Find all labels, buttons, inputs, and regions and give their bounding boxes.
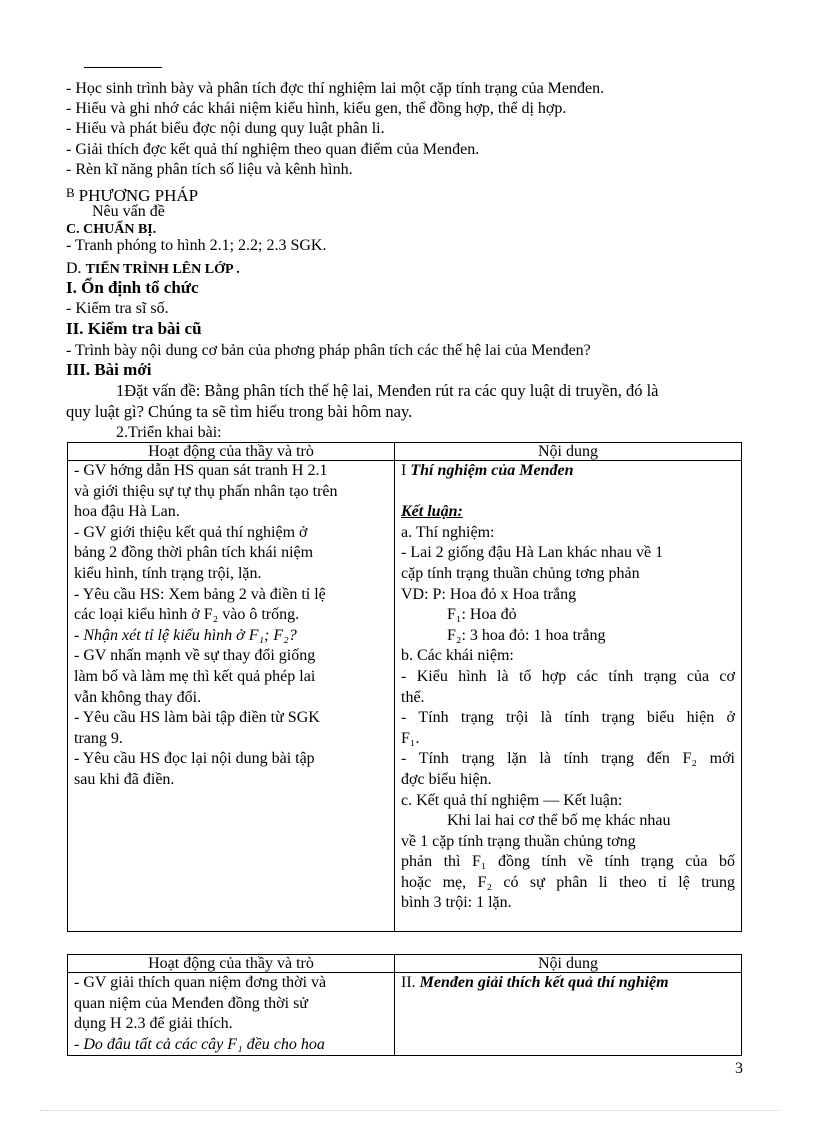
objective-4: - Giải thích đợc kết quả thí nghiệm theo quan điểm của Menđen.: [66, 141, 480, 158]
lesson-table-1: [67, 442, 742, 932]
table1-left-line: và giới thiệu sự tự thụ phấn nhân tạo trên: [74, 482, 338, 500]
table1-left-line: vẫn không thay đổi.: [74, 688, 202, 706]
top-rule: [84, 67, 162, 68]
table1-spacer: [401, 482, 735, 503]
part-1-title: I. Ổn định tổ chức: [66, 278, 199, 297]
table1-left-line: kiểu hình, tính trạng trội, lặn.: [74, 564, 262, 582]
table2-header-right: Nội dung: [395, 955, 742, 973]
table1-right-line: về 1 cặp tính trạng thuần chủng tơng: [401, 832, 636, 850]
section-c-content: - Tranh phóng to hình 2.1; 2.2; 2.3 SGK.: [66, 237, 327, 254]
table1-right-line: - Kiểu hình là tổ hợp các tính trạng của cơ: [401, 667, 735, 685]
table1-right-line: a. Thí nghiệm:: [401, 523, 495, 541]
table1-header-right: Nội dung: [395, 443, 742, 461]
objective-3: - Hiểu và phát biểu đợc nội dung quy luật phân li.: [66, 120, 385, 137]
table1-right-line: Khi lai hai cơ thể bố mẹ khác nhau: [447, 812, 671, 830]
table1-right-line: thể.: [401, 688, 425, 706]
table1-right-line: bình 3 trội: 1 lặn.: [401, 894, 512, 912]
part-1-content: - Kiểm tra sĩ số.: [66, 300, 169, 317]
section-b-title: PHƯƠNG PHÁP: [78, 186, 199, 205]
table1-right-line: b. Các khái niệm:: [401, 647, 514, 665]
table1-right-title-text: Thí nghiệm của Menđen: [410, 462, 574, 479]
part-2-title: II. Kiểm tra bài cũ: [66, 319, 202, 338]
table1-left-line: hoa đậu Hà Lan.: [74, 503, 180, 521]
part-3-intro-line2: quy luật gì? Chúng ta sẽ tìm hiểu trong bài hôm nay.: [66, 402, 413, 421]
table1-left-line: - GV nhấn mạnh về sự thay đổi giống: [74, 647, 316, 665]
objective-2: - Hiểu và ghi nhớ các khái niệm kiểu hình, kiểu gen, thể đồng hợp, thể dị hợp.: [66, 100, 567, 117]
table1-left-line: - Yêu cầu HS đọc lại nội dung bài tập: [74, 750, 315, 768]
table1-left-line: bảng 2 đồng thời phân tích khái niệm: [74, 544, 314, 562]
table1-right-line: cặp tính trạng thuần chủng tơng phản: [401, 564, 640, 582]
footer-rule: [40, 1110, 780, 1111]
table2-right-title: II. Menđen giải thích kết quả thí nghiệm: [401, 974, 669, 991]
objective-1: - Học sinh trình bày và phân tích đợc thí nghiệm lai một cặp tính trạng của Menđen.: [66, 80, 605, 97]
table1-content: [395, 461, 742, 932]
table1-right-line: - Tính trạng trội là tính trạng biểu hiện ở: [401, 709, 735, 727]
section-d-heading: [66, 259, 240, 280]
part-2-content: - Trình bày nội dung cơ bản của phơng pháp phân tích các thế hệ lai của Menđen?: [66, 342, 591, 359]
table1-left-line: làm bố và làm mẹ thì kết quả phép lai: [74, 667, 316, 685]
table1-header-left: Hoạt động của thầy và trò: [68, 443, 395, 461]
table2-left-line: quan niệm của Menđen đồng thời sử: [74, 994, 308, 1012]
table1-left-line: - Nhận xét tỉ lệ kiểu hình ở F₁; F₂?: [74, 626, 297, 644]
section-c-title: C. CHUẨN BỊ.: [66, 222, 157, 237]
section-b-letter: B: [66, 185, 75, 200]
table2-left-line: - Do đâu tất cả các cây F₁ đều cho hoa: [74, 1035, 325, 1053]
part-3-title: III. Bài mới: [66, 360, 152, 379]
table1-left-line: - Yêu cầu HS làm bài tập điền từ SGK: [74, 709, 320, 727]
table1-right-line: phản thì F₁ đồng tính về tính trạng của bố: [401, 853, 735, 871]
table1-left-line: - GV hớng dẫn HS quan sát tranh H 2.1: [74, 462, 328, 479]
table1-left-line: trang 9.: [74, 729, 123, 747]
table1-right-line: hoặc mẹ, F₂ có sự phân li theo tỉ lệ trung: [401, 873, 735, 891]
objective-5: - Rèn kĩ năng phân tích số liệu và kênh hình.: [66, 161, 353, 178]
table1-activities: [68, 461, 395, 932]
table1-right-line: - Lai 2 giống đậu Hà Lan khác nhau về 1: [401, 544, 664, 562]
table1-left-line: các loại kiểu hình ở F₂ vào ô trống.: [74, 606, 300, 624]
table1-left-line: - GV giới thiệu kết quả thí nghiệm ở: [74, 523, 308, 541]
table1-left-line: sau khi đã điền.: [74, 770, 175, 788]
table1-right-line: F₁.: [401, 729, 420, 747]
table2-left-line: dụng H 2.3 để giải thích.: [74, 1015, 233, 1033]
table2-left-line: - GV giải thích quan niệm đơng thời và: [74, 974, 327, 991]
table2-header-left: Hoạt động của thầy và trò: [68, 955, 395, 973]
table1-left-line: - Yêu cầu HS: Xem bảng 2 và điền tỉ lệ: [74, 585, 326, 603]
table1-right-line: VD: P: Hoa đỏ x Hoa trắng: [401, 585, 577, 603]
section-d-title: TIẾN TRÌNH LÊN LỚP .: [85, 262, 240, 277]
table1-right-line: c. Kết quả thí nghiệm — Kết luận:: [401, 791, 623, 809]
section-d-prefix: D.: [66, 260, 86, 277]
part-3-intro-line1: 1Đặt vấn đề: Bằng phân tích thế hệ lai, Menđen rút ra các quy luật di truyền, đó là: [116, 381, 659, 400]
lesson-table-2: [67, 954, 742, 1056]
table2-right-title-text: Menđen giải thích kết quả thí nghiệm: [419, 974, 669, 991]
part-3-deploy: 2.Triển khai bài:: [116, 424, 222, 441]
table1-conclusion-label: Kết luận:: [401, 503, 463, 521]
page-number: 3: [735, 1060, 743, 1077]
table1-right-line: F₁: Hoa đỏ: [447, 606, 517, 624]
section-b-content: Nêu vấn đề: [92, 203, 165, 220]
table1-right-line: F₂: 3 hoa đỏ: 1 hoa trắng: [447, 626, 606, 644]
table1-right-line: đợc biểu hiện.: [401, 770, 492, 788]
table1-right-line: - Tính trạng lặn là tính trạng đến F₂ mới: [401, 750, 735, 768]
table1-right-title: I Thí nghiệm của Menđen: [401, 462, 574, 479]
table2-activities: [68, 973, 395, 1056]
table2-content: [395, 973, 742, 1056]
